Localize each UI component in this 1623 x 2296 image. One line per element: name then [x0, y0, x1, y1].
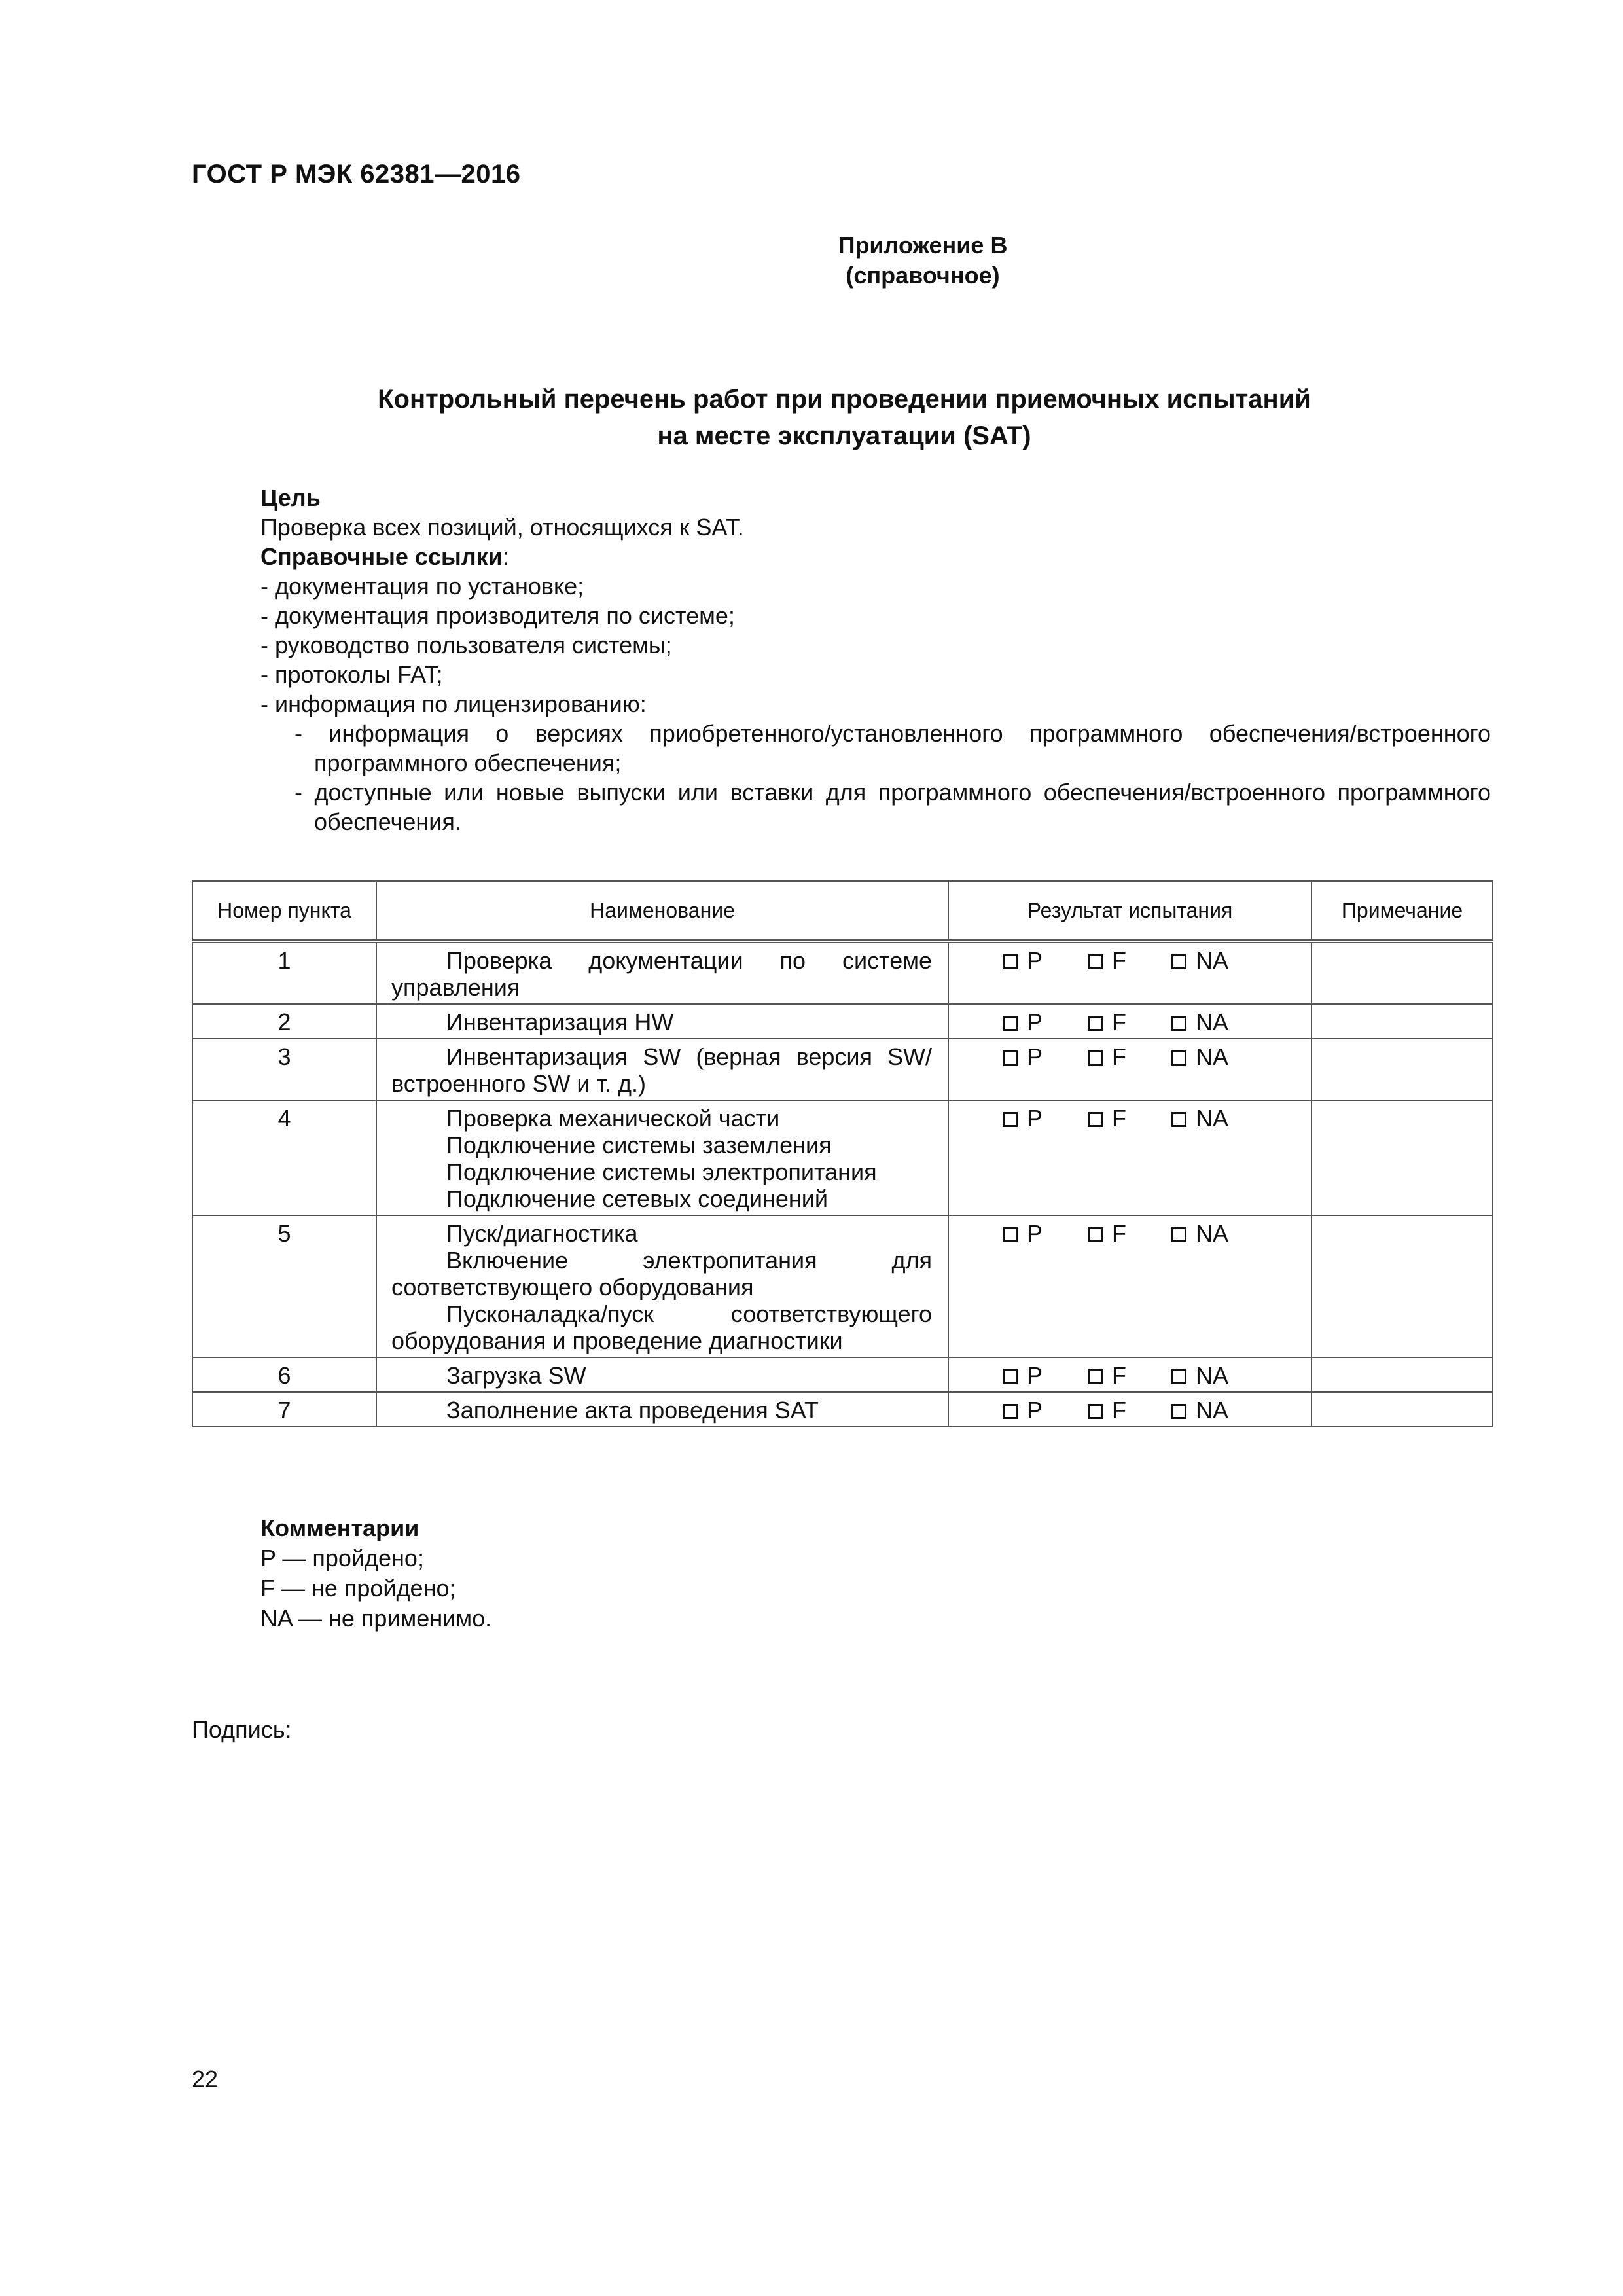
note-cell — [1311, 1004, 1493, 1039]
option-label: P — [1027, 1009, 1043, 1035]
checkbox-fail[interactable] — [1088, 1016, 1103, 1031]
option-not-applicable[interactable] — [1171, 1009, 1228, 1036]
checklist-table — [192, 880, 1493, 1427]
checkbox-fail[interactable] — [1088, 1227, 1103, 1242]
item-number: 5 — [192, 1215, 376, 1357]
option-not-applicable[interactable] — [1171, 947, 1228, 975]
subref-item: - доступные или новые выпуски или вставки для программного обеспечения/встроенного программного обеспечения. — [294, 779, 1491, 835]
item-name-line: Пуск/диагностика — [446, 1220, 638, 1247]
appendix-heading — [0, 230, 1623, 291]
test-result-cell — [948, 1215, 1311, 1357]
test-result-cell — [948, 941, 1311, 1004]
option-fail[interactable] — [1088, 1362, 1171, 1390]
option-fail[interactable] — [1088, 1009, 1171, 1036]
table-row — [192, 1039, 1493, 1100]
option-pass[interactable] — [1003, 1009, 1088, 1036]
option-pass[interactable] — [1003, 1220, 1088, 1247]
option-not-applicable[interactable] — [1171, 1397, 1228, 1424]
note-cell — [1311, 941, 1493, 1004]
refs-heading-line — [260, 542, 1491, 571]
page-title — [0, 381, 1623, 454]
option-label: NA — [1196, 1397, 1229, 1424]
item-name — [376, 1100, 948, 1215]
item-name-line: Заполнение акта проведения SAT — [446, 1397, 819, 1424]
option-label: NA — [1196, 1220, 1229, 1247]
table-row — [192, 1357, 1493, 1392]
option-fail[interactable] — [1088, 1220, 1171, 1247]
option-not-applicable[interactable] — [1171, 1220, 1228, 1247]
option-pass[interactable] — [1003, 1043, 1088, 1071]
item-name-line: Проверка механической части — [446, 1105, 780, 1132]
item-name-line: Включение электропитания для соответствующего оборудования — [391, 1247, 932, 1300]
test-result-cell — [948, 1392, 1311, 1427]
item-name-line: Подключение сетевых соединений — [446, 1185, 828, 1212]
comment-item: F — не пройдено; — [260, 1575, 456, 1602]
note-cell — [1311, 1039, 1493, 1100]
item-number: 7 — [192, 1392, 376, 1427]
checkbox-pass[interactable] — [1003, 954, 1018, 969]
document-code: ГОСТ Р МЭК 62381—2016 — [192, 160, 521, 188]
option-label: NA — [1196, 1009, 1229, 1035]
ref-item: - руководство пользователя системы; — [260, 632, 672, 658]
checkbox-pass[interactable] — [1003, 1369, 1018, 1384]
page-number: 22 — [192, 2066, 219, 2092]
item-number: 4 — [192, 1100, 376, 1215]
checkbox-not-applicable[interactable] — [1171, 1050, 1186, 1066]
option-label: P — [1027, 1397, 1043, 1424]
item-name — [376, 1004, 948, 1039]
item-number: 1 — [192, 941, 376, 1004]
ref-item: - документация по установке; — [260, 573, 584, 600]
test-result-cell — [948, 1357, 1311, 1392]
checkbox-not-applicable[interactable] — [1171, 1112, 1186, 1127]
checkbox-fail[interactable] — [1088, 954, 1103, 969]
option-fail[interactable] — [1088, 1043, 1171, 1071]
table-row — [192, 941, 1493, 1004]
item-name — [376, 1392, 948, 1427]
header-num: Номер пункта — [192, 881, 376, 941]
table-row — [192, 1004, 1493, 1039]
item-name — [376, 1357, 948, 1392]
item-name-line: Инвентаризация HW — [446, 1009, 674, 1035]
checkbox-not-applicable[interactable] — [1171, 1227, 1186, 1242]
item-name-line: Подключение системы электропитания — [446, 1158, 877, 1185]
item-name-line: Проверка документации по системе управления — [391, 947, 932, 1001]
checkbox-fail[interactable] — [1088, 1404, 1103, 1419]
refs-heading: Справочные ссылки — [260, 543, 503, 570]
option-label: NA — [1196, 1362, 1229, 1389]
note-cell — [1311, 1392, 1493, 1427]
checkbox-not-applicable[interactable] — [1171, 1404, 1186, 1419]
option-pass[interactable] — [1003, 1105, 1088, 1132]
option-label: NA — [1196, 1105, 1229, 1132]
item-number: 3 — [192, 1039, 376, 1100]
checkbox-fail[interactable] — [1088, 1369, 1103, 1384]
checkbox-pass[interactable] — [1003, 1112, 1018, 1127]
checkbox-fail[interactable] — [1088, 1112, 1103, 1127]
note-cell — [1311, 1357, 1493, 1392]
goal-heading: Цель — [260, 484, 321, 511]
table-row — [192, 1215, 1493, 1357]
header-note: Примечание — [1311, 881, 1493, 941]
item-number: 6 — [192, 1357, 376, 1392]
item-name-line: Загрузка SW — [446, 1362, 586, 1389]
option-pass[interactable] — [1003, 1362, 1088, 1390]
comments-section — [260, 1513, 491, 1634]
signature-label: Подпись: — [192, 1716, 292, 1743]
item-name-line: Пусконаладка/пуск соответствующего оборудования и проведение диагностики — [391, 1300, 932, 1354]
option-label: F — [1112, 1105, 1126, 1132]
item-name-line: Инвентаризация SW (верная версия SW/встроенного SW и т. д.) — [391, 1043, 932, 1097]
option-label: P — [1027, 1362, 1043, 1389]
option-label: NA — [1196, 1043, 1229, 1070]
subref-item: - информация о версиях приобретенного/установленного программного обеспечения/встроенного программного обеспечения; — [294, 720, 1491, 776]
checkbox-not-applicable[interactable] — [1171, 1016, 1186, 1031]
note-cell — [1311, 1100, 1493, 1215]
ref-item: - документация производителя по системе; — [260, 602, 735, 629]
comment-item: NA — не применимо. — [260, 1605, 492, 1632]
option-label: F — [1112, 1397, 1126, 1424]
test-result-cell — [948, 1039, 1311, 1100]
checkbox-not-applicable[interactable] — [1171, 1369, 1186, 1384]
comments-heading: Комментарии — [260, 1515, 419, 1541]
refs-colon: : — [502, 543, 509, 570]
appendix-label: Приложение В — [838, 232, 1008, 259]
option-fail[interactable] — [1088, 1397, 1171, 1424]
table-body — [192, 941, 1493, 1427]
option-label: NA — [1196, 947, 1229, 974]
note-cell — [1311, 1215, 1493, 1357]
option-not-applicable[interactable] — [1171, 1043, 1228, 1071]
item-name — [376, 941, 948, 1004]
checkbox-pass[interactable] — [1003, 1050, 1018, 1066]
table-header-row — [192, 881, 1493, 941]
item-name — [376, 1215, 948, 1357]
header-result: Результат испытания — [948, 881, 1311, 941]
checkbox-pass[interactable] — [1003, 1016, 1018, 1031]
goal-text: Проверка всех позиций, относящихся к SAT. — [260, 514, 744, 541]
checkbox-pass[interactable] — [1003, 1404, 1018, 1419]
option-label: P — [1027, 1220, 1043, 1247]
option-pass[interactable] — [1003, 1397, 1088, 1424]
ref-item: - протоколы FAT; — [260, 661, 443, 688]
checkbox-not-applicable[interactable] — [1171, 954, 1186, 969]
option-label: F — [1112, 1043, 1126, 1070]
intro-section — [260, 483, 1491, 836]
option-label: P — [1027, 1043, 1043, 1070]
item-number: 2 — [192, 1004, 376, 1039]
option-label: P — [1027, 1105, 1043, 1132]
table-row — [192, 1392, 1493, 1427]
table-row — [192, 1100, 1493, 1215]
option-label: F — [1112, 947, 1126, 974]
title-line-2: на месте эксплуатации (SAT) — [657, 422, 1031, 450]
option-label: F — [1112, 1220, 1126, 1247]
test-result-cell — [948, 1100, 1311, 1215]
option-label: P — [1027, 947, 1043, 974]
item-name — [376, 1039, 948, 1100]
item-name-line: Подключение системы заземления — [446, 1132, 832, 1158]
checkbox-fail[interactable] — [1088, 1050, 1103, 1066]
appendix-type: (справочное) — [846, 262, 1000, 289]
option-not-applicable[interactable] — [1171, 1105, 1228, 1132]
header-name: Наименование — [376, 881, 948, 941]
option-fail[interactable] — [1088, 1105, 1171, 1132]
option-label: F — [1112, 1362, 1126, 1389]
comment-item: P — пройдено; — [260, 1545, 424, 1571]
ref-item: - информация по лицензированию: — [260, 691, 647, 717]
test-result-cell — [948, 1004, 1311, 1039]
option-pass[interactable] — [1003, 947, 1088, 975]
option-not-applicable[interactable] — [1171, 1362, 1228, 1390]
option-label: F — [1112, 1009, 1126, 1035]
option-fail[interactable] — [1088, 947, 1171, 975]
checkbox-pass[interactable] — [1003, 1227, 1018, 1242]
title-line-1: Контрольный перечень работ при проведении приемочных испытаний — [378, 385, 1311, 414]
